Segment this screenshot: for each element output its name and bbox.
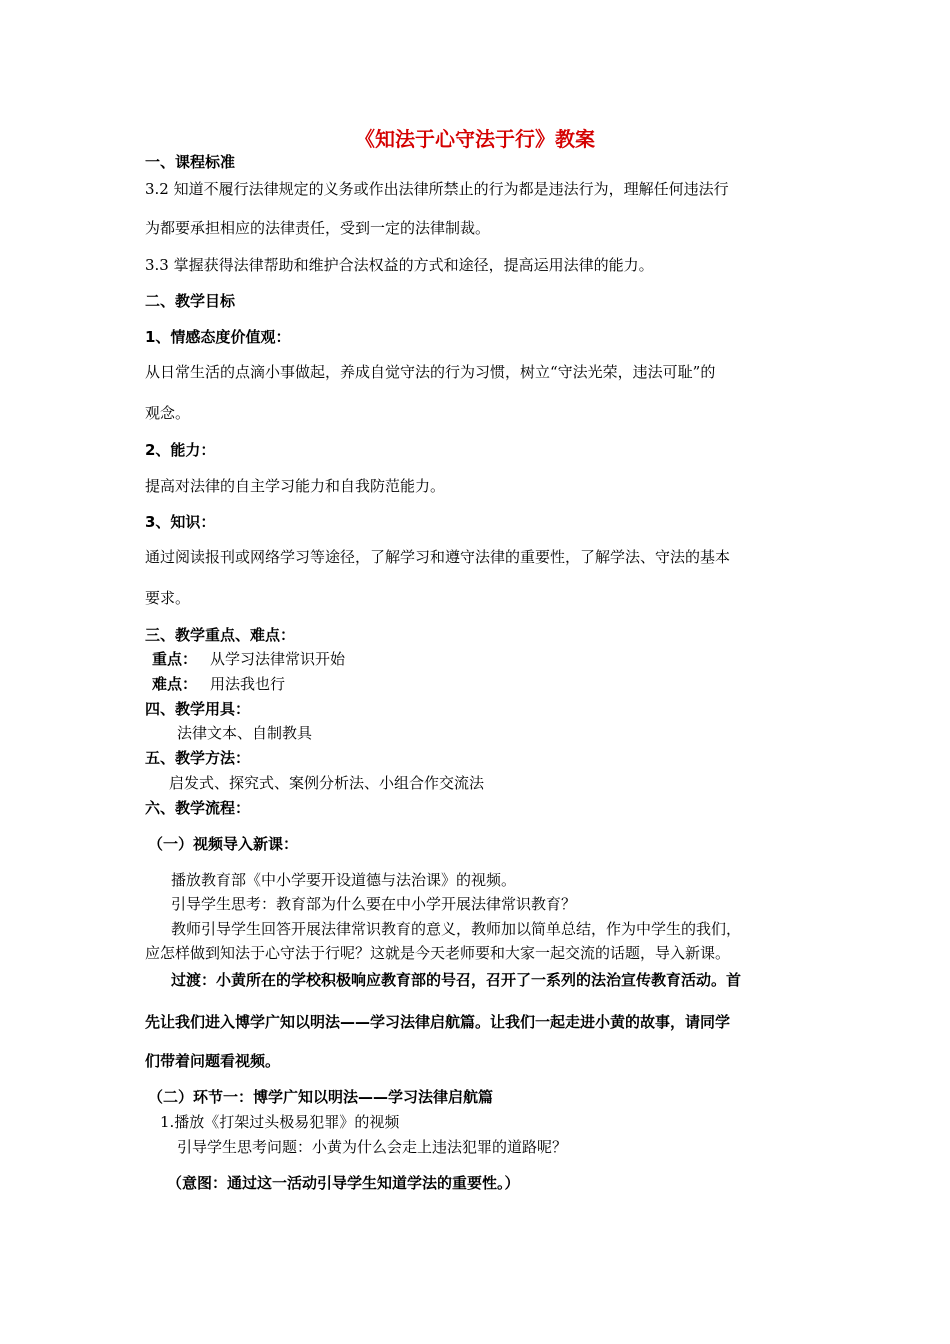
list-item: 1.播放《打架过头极易犯罪》的视频	[160, 1113, 400, 1131]
subheading-emotion: 1、情感态度价值观：	[145, 328, 291, 346]
paragraph-line: 3.2 知道不履行法律规定的义务或作出法律所禁止的行为都是违法行为，理解任何违法行	[145, 180, 729, 198]
paragraph-line: 引导学生思考：教育部为什么要在中小学开展法律常识教育？	[171, 895, 577, 913]
difficult-point-row	[152, 674, 285, 694]
paragraph-line: 应怎样做到知法于心守法于行呢？这就是今天老师要和大家一起交流的话题，导入新课。	[145, 944, 731, 962]
key-point-text: 从学习法律常识开始	[210, 650, 346, 668]
paragraph-line: 引导学生思考问题：小黄为什么会走上违法犯罪的道路呢？	[177, 1138, 568, 1156]
heading-teaching-goals: 二、教学目标	[145, 292, 236, 310]
paragraph-line: 启发式、探究式、案例分析法、小组合作交流法	[169, 774, 485, 792]
heading-key-points: 三、教学重点、难点：	[145, 626, 296, 644]
paragraph-line: 法律文本、自制教具	[177, 724, 313, 742]
heading-teaching-methods: 五、教学方法：	[145, 749, 251, 767]
paragraph-line: 为都要承担相应的法律责任，受到一定的法律制裁。	[145, 219, 491, 237]
paragraph-line: 3.3 掌握获得法律帮助和维护合法权益的方式和途径，提高运用法律的能力。	[145, 256, 654, 274]
subheading-ability: 2、能力：	[145, 441, 216, 459]
difficult-point-text: 用法我也行	[210, 675, 286, 693]
paragraph-line: 教师引导学生回答开展法律常识教育的意义，教师加以简单总结，作为中学生的我们，	[171, 920, 742, 938]
difficult-point-label: 难点：	[152, 675, 198, 693]
document-title: 《知法于心守法于行》教案	[355, 127, 595, 151]
subheading-stage-one: （二）环节一：博学广知以明法——学习法律启航篇	[148, 1088, 494, 1106]
subheading-video-intro: （一）视频导入新课：	[148, 835, 299, 853]
transition-line: 们带着问题看视频。	[145, 1052, 281, 1070]
subheading-knowledge: 3、知识：	[145, 513, 216, 531]
paragraph-line: 要求。	[145, 589, 191, 607]
heading-teaching-tools: 四、教学用具：	[145, 700, 251, 718]
paragraph-line: 观念。	[145, 404, 191, 422]
transition-line: 先让我们进入博学广知以明法——学习法律启航篇。让我们一起走进小黄的故事，请同学	[145, 1013, 731, 1031]
paragraph-line: 从日常生活的点滴小事做起，养成自觉守法的行为习惯，树立“守法光荣，违法可耻”的	[145, 363, 716, 381]
paragraph-line: 提高对法律的自主学习能力和自我防范能力。	[145, 477, 446, 495]
heading-course-standard: 一、课程标准	[145, 153, 236, 171]
paragraph-line: 播放教育部《中小学要开设道德与法治课》的视频。	[171, 871, 517, 889]
intent-note: （意图：通过这一活动引导学生知道学法的重要性。）	[167, 1174, 520, 1192]
heading-teaching-process: 六、教学流程：	[145, 799, 251, 817]
transition-line: 过渡：小黄所在的学校积极响应教育部的号召，召开了一系列的法治宣传教育活动。首	[171, 971, 742, 989]
paragraph-line: 通过阅读报刊或网络学习等途径，了解学习和遵守法律的重要性，了解学法、守法的基本	[145, 548, 731, 566]
key-point-row	[152, 649, 345, 669]
key-point-label: 重点：	[152, 650, 198, 668]
